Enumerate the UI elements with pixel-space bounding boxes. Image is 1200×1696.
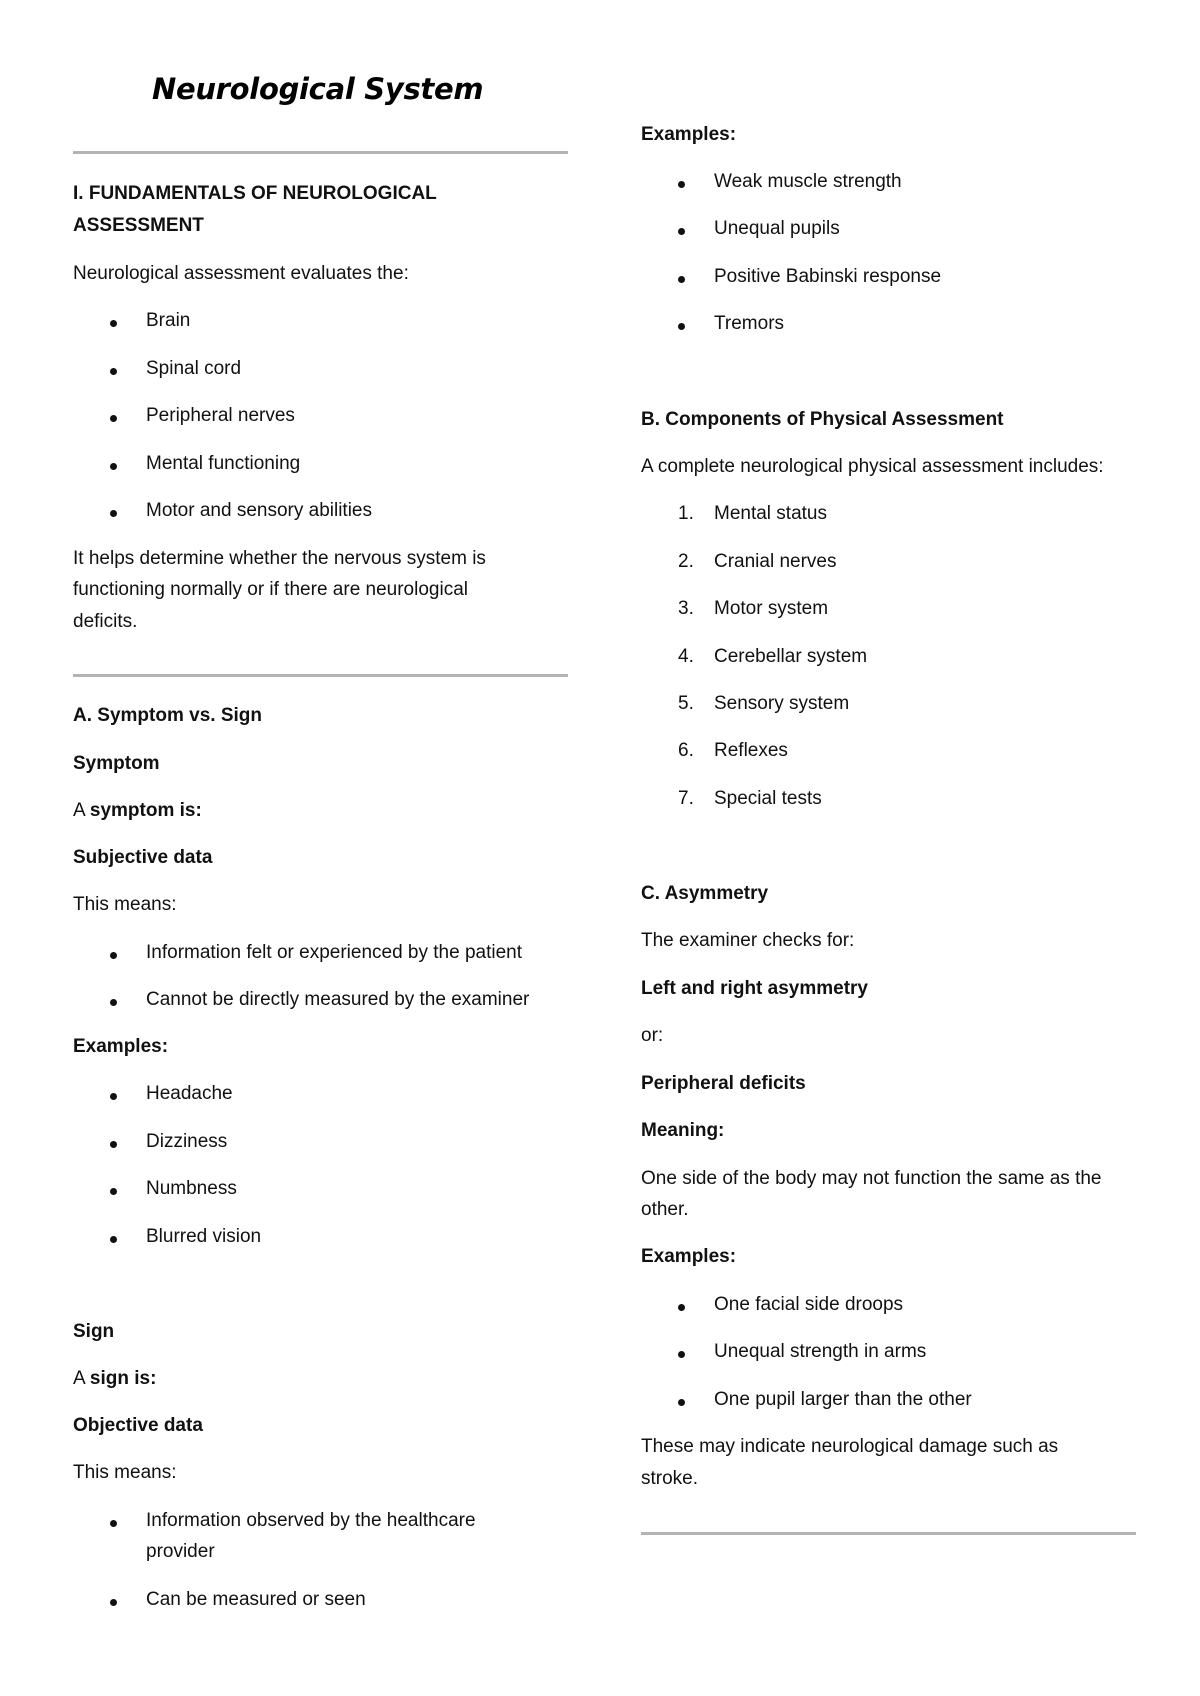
item-number: 4. — [678, 646, 694, 667]
paragraph: This means: — [73, 894, 177, 915]
paragraph: other. — [641, 1199, 689, 1220]
item-number: 7. — [678, 788, 694, 809]
list-item-text: Information felt or experienced by the patient — [146, 942, 523, 963]
divider — [73, 151, 568, 154]
subheading: Symptom — [73, 753, 160, 774]
definition — [73, 795, 568, 827]
examples-label: Examples: — [641, 1246, 737, 1267]
item-number: 5. — [678, 693, 694, 714]
paragraph: or: — [641, 1025, 664, 1046]
paragraph: stroke. — [641, 1468, 699, 1489]
data-type: Subjective data — [73, 847, 213, 868]
bullet-icon — [678, 181, 688, 191]
list-item-text: provider — [146, 1541, 215, 1562]
list-item-text: Blurred vision — [146, 1226, 262, 1247]
bullet-icon — [678, 276, 688, 286]
examples-label: Examples: — [73, 1036, 169, 1057]
definition-term: symptom is: — [89, 800, 202, 821]
list-item-text: Numbness — [146, 1178, 237, 1199]
bullet-icon — [110, 368, 120, 378]
subheading: Sign — [73, 1321, 115, 1342]
list-item-text: Tremors — [714, 313, 785, 334]
bullet-icon — [678, 1351, 688, 1361]
emphasis: Peripheral deficits — [641, 1073, 806, 1094]
list-item-text: Mental status — [714, 503, 827, 524]
bullet-icon — [678, 1304, 688, 1314]
bullet-icon — [110, 1093, 120, 1103]
list-item-text: Reflexes — [714, 740, 788, 761]
bullet-icon — [110, 1236, 120, 1246]
section-heading: I. FUNDAMENTALS OF NEUROLOGICAL — [73, 183, 437, 204]
section-heading: B. Components of Physical Assessment — [641, 409, 1004, 430]
item-number: 1. — [678, 503, 694, 524]
bullet-icon — [678, 323, 688, 333]
list-item-text: Special tests — [714, 788, 822, 809]
list-item-text: Headache — [146, 1083, 233, 1104]
list-item-text: Unequal strength in arms — [714, 1341, 927, 1362]
list-item-text: Can be measured or seen — [146, 1589, 366, 1610]
list-item-text: Information observed by the healthcare — [146, 1510, 476, 1531]
bullet-icon — [678, 228, 688, 238]
paragraph: deficits. — [73, 611, 138, 632]
bullet-icon — [110, 1188, 120, 1198]
list-item-text: Cerebellar system — [714, 646, 868, 667]
bullet-icon — [110, 1141, 120, 1151]
examples-label: Examples: — [641, 124, 737, 145]
bullet-icon — [110, 463, 120, 473]
list-item-text: Spinal cord — [146, 358, 242, 379]
paragraph: This means: — [73, 1462, 177, 1483]
bullet-icon — [110, 510, 120, 520]
list-item-text: Motor and sensory abilities — [146, 500, 372, 521]
list-item-text: Peripheral nerves — [146, 405, 295, 426]
page-title: Neurological System — [152, 72, 484, 106]
paragraph: The examiner checks for: — [641, 930, 855, 951]
list-item-text: Unequal pupils — [714, 218, 840, 239]
list-item-text: Cannot be directly measured by the examiner — [146, 989, 530, 1010]
section-heading: ASSESSMENT — [73, 215, 204, 236]
data-type: Objective data — [73, 1415, 203, 1436]
emphasis: Left and right asymmetry — [641, 978, 868, 999]
bullet-icon — [678, 1399, 688, 1409]
list-item-text: Cranial nerves — [714, 551, 837, 572]
definition — [73, 1363, 568, 1395]
bullet-icon — [110, 999, 120, 1009]
paragraph: functioning normally or if there are neurological — [73, 579, 468, 600]
bullet-icon — [110, 1599, 120, 1609]
bullet-icon — [110, 415, 120, 425]
bullet-icon — [110, 320, 120, 330]
paragraph: One side of the body may not function the same as the — [641, 1168, 1102, 1189]
bullet-icon — [110, 952, 120, 962]
definition-prefix: A — [73, 1368, 90, 1389]
paragraph: These may indicate neurological damage such as — [641, 1436, 1059, 1457]
section-heading: C. Asymmetry — [641, 883, 769, 904]
item-number: 2. — [678, 551, 694, 572]
bullet-icon — [110, 1520, 120, 1530]
meaning-label: Meaning: — [641, 1120, 725, 1141]
paragraph: Neurological assessment evaluates the: — [73, 263, 409, 284]
list-item-text: Positive Babinski response — [714, 266, 942, 287]
list-item-text: Brain — [146, 310, 191, 331]
paragraph: A complete neurological physical assessment includes: — [641, 456, 1104, 477]
definition-term: sign is: — [89, 1368, 157, 1389]
divider — [641, 1532, 1136, 1535]
list-item-text: Mental functioning — [146, 453, 301, 474]
section-heading: A. Symptom vs. Sign — [73, 705, 262, 726]
item-number: 6. — [678, 740, 694, 761]
divider — [73, 674, 568, 677]
list-item-text: Weak muscle strength — [714, 171, 902, 192]
list-item-text: Sensory system — [714, 693, 850, 714]
definition-prefix: A — [73, 800, 90, 821]
paragraph: It helps determine whether the nervous system is — [73, 548, 486, 569]
list-item-text: Dizziness — [146, 1131, 228, 1152]
item-number: 3. — [678, 598, 694, 619]
list-item-text: One facial side droops — [714, 1294, 904, 1315]
list-item-text: Motor system — [714, 598, 829, 619]
list-item-text: One pupil larger than the other — [714, 1389, 972, 1410]
